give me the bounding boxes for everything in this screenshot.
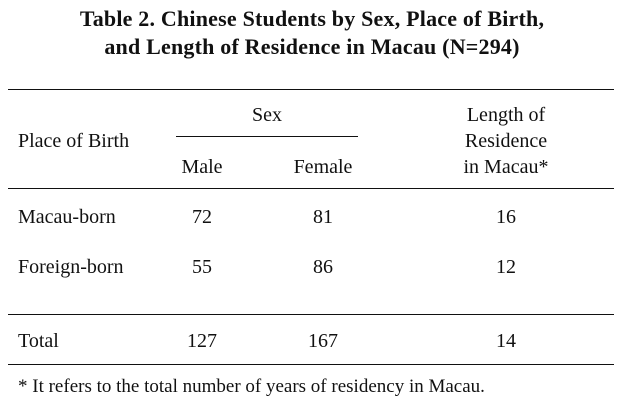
cell-male: 72 bbox=[192, 206, 212, 228]
total-female: 167 bbox=[308, 330, 338, 352]
header-residence-line2: Residence bbox=[464, 130, 548, 152]
total-label: Total bbox=[18, 330, 59, 352]
total-residence: 14 bbox=[496, 330, 516, 352]
cell-residence: 12 bbox=[496, 256, 516, 278]
row-label: Foreign-born bbox=[18, 256, 124, 278]
cell-female: 81 bbox=[313, 206, 333, 228]
header-place-of-birth: Place of Birth bbox=[18, 130, 130, 152]
table-title-line2: and Length of Residence in Macau (N=294) bbox=[104, 34, 520, 59]
cell-female: 86 bbox=[313, 256, 333, 278]
table-title-line1: Table 2. Chinese Students by Sex, Place of Birth, bbox=[79, 6, 545, 31]
cell-male: 55 bbox=[192, 256, 212, 278]
top-rule bbox=[8, 89, 614, 90]
header-rule bbox=[8, 188, 614, 189]
row-label: Macau-born bbox=[18, 206, 116, 228]
header-sex: Sex bbox=[252, 104, 282, 126]
header-female: Female bbox=[293, 156, 353, 178]
footnote: * It refers to the total number of years of residency in Macau. bbox=[18, 376, 485, 397]
total-male: 127 bbox=[187, 330, 217, 352]
header-residence-line1: Length of bbox=[466, 104, 546, 126]
total-rule bbox=[8, 314, 614, 315]
bottom-rule bbox=[8, 364, 614, 365]
sex-underline bbox=[176, 136, 358, 137]
cell-residence: 16 bbox=[496, 206, 516, 228]
header-residence-line3: in Macau* bbox=[463, 156, 549, 178]
header-male: Male bbox=[181, 156, 223, 178]
